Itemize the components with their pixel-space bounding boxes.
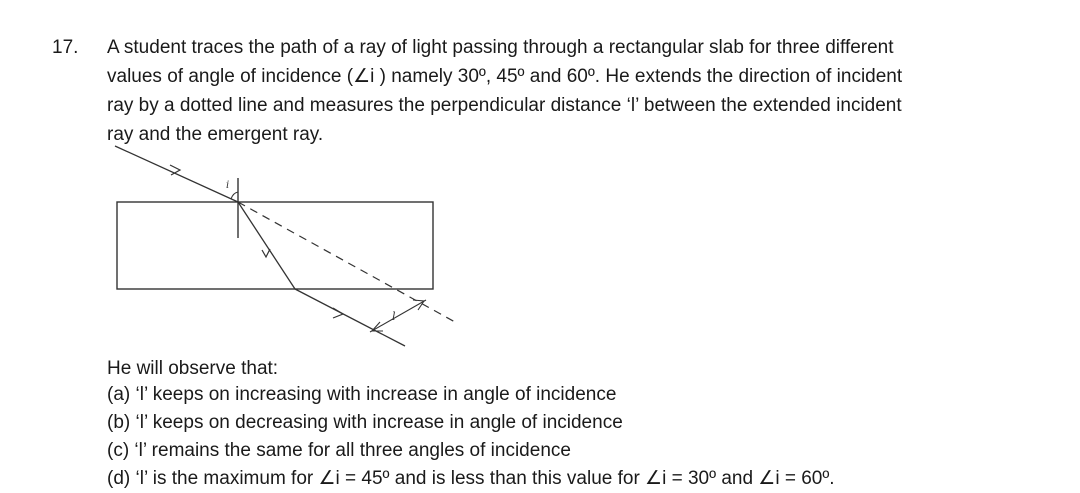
refracted-ray bbox=[238, 202, 295, 289]
glass-slab-diagram bbox=[100, 138, 480, 358]
refracted-ray-arrow bbox=[262, 249, 270, 257]
answer-options bbox=[107, 381, 835, 493]
incident-ray bbox=[115, 146, 238, 202]
angle-i-label: i bbox=[226, 180, 230, 191]
distance-l-arrow-bottom bbox=[372, 322, 383, 331]
distance-l-line bbox=[370, 300, 426, 332]
option-c[interactable]: (c) ‘l’ remains the same for all three angles of incidence bbox=[107, 440, 571, 461]
emergent-ray-arrow bbox=[333, 308, 343, 318]
stem-line-4: ray and the emergent ray. bbox=[107, 124, 324, 145]
option-b[interactable]: (b) ‘l’ keeps on decreasing with increase in angle of incidence bbox=[107, 412, 623, 433]
stem-line-2: values of angle of incidence (∠i ) namely 30º, 45º and 60º. He extends the direction of incident bbox=[107, 66, 903, 87]
emergent-ray bbox=[295, 289, 405, 346]
observe-prompt: He will observe that: bbox=[107, 358, 279, 379]
glass-slab bbox=[117, 202, 433, 289]
question-number: 17. bbox=[52, 37, 79, 58]
angle-i-arc bbox=[231, 192, 238, 199]
option-a[interactable]: (a) ‘l’ keeps on increasing with increase in angle of incidence bbox=[107, 384, 617, 405]
stem-line-3: ray by a dotted line and measures the perpendicular distance ‘l’ between the extended incident bbox=[107, 95, 902, 116]
question-stem bbox=[107, 33, 1057, 149]
option-d[interactable]: (d) ‘l’ is the maximum for ∠i = 45º and is less than this value for ∠i = 30º and ∠i = 60º. bbox=[107, 468, 835, 489]
stem-line-1: A student traces the path of a ray of light passing through a rectangular slab for three different bbox=[107, 37, 894, 58]
distance-l-label: l bbox=[392, 310, 396, 323]
